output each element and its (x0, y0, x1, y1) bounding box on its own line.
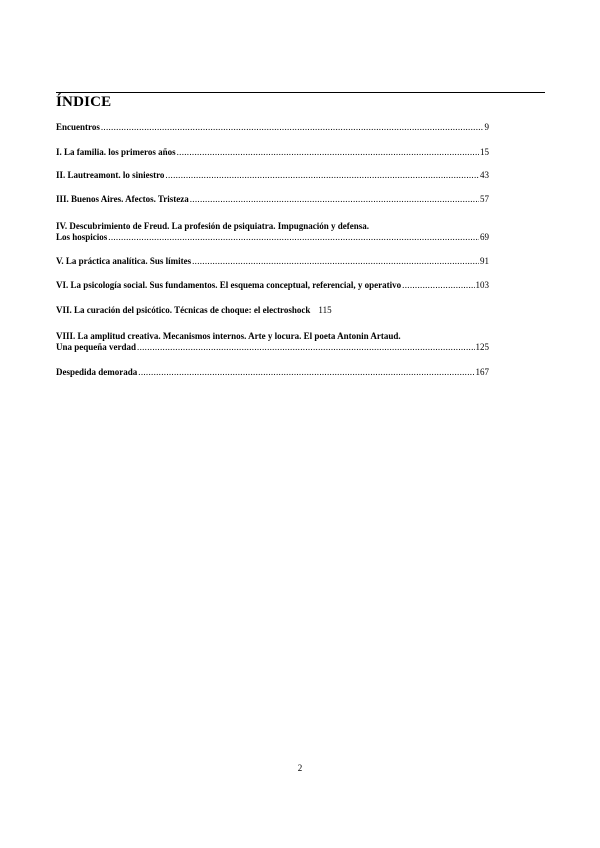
toc-entry-page: 15 (480, 147, 489, 157)
dot-leader (165, 170, 479, 181)
toc-entry-chapter-7[interactable] (56, 305, 489, 316)
toc-entry-chapter-3[interactable] (56, 194, 489, 205)
dot-leader (177, 147, 479, 158)
toc-entry-page: 69 (480, 232, 489, 242)
toc-entry-page: 167 (475, 367, 489, 377)
toc-entry-title: I. La familia. los primeros años (56, 147, 176, 157)
toc-entry-despedida[interactable] (56, 367, 489, 378)
top-divider (56, 92, 545, 93)
toc-entry-title-line1: VIII. La amplitud creativa. Mecanismos internos. Arte y locura. El poeta Antonin Artaud. (56, 331, 401, 341)
toc-entry-page: 9 (484, 122, 489, 132)
toc-entry-page: 57 (480, 194, 489, 204)
dot-leader (402, 280, 474, 291)
toc-entry-title: Una pequeña verdad (56, 342, 137, 352)
toc-entry-page: 125 (475, 342, 489, 352)
dot-leader (192, 256, 479, 267)
toc-entry-title: Los hospicios (56, 232, 108, 242)
toc-entry-page: 103 (475, 280, 489, 290)
toc-entry-title: V. La práctica analítica. Sus límites (56, 256, 192, 266)
toc-entry-title-line1: IV. Descubrimiento de Freud. La profesión de psiquiatra. Impugnación y defensa. (56, 221, 370, 231)
toc-entry-chapter-6[interactable] (56, 280, 489, 291)
toc-entry-chapter-2[interactable] (56, 170, 489, 181)
toc-entry-encuentros[interactable] (56, 122, 489, 133)
toc-entry-title: Encuentros (56, 122, 100, 132)
toc-entry-title: VI. La psicología social. Sus fundamentos. El esquema conceptual, referencial, y operativo (56, 280, 402, 290)
toc-entry-title: II. Lautreamont. lo siniestro (56, 170, 165, 180)
dot-leader (101, 122, 484, 133)
dot-leader (190, 194, 479, 205)
dot-leader (138, 367, 474, 378)
toc-entry-page: 115 (318, 305, 332, 315)
page-number: 2 (297, 763, 303, 773)
toc-entry-chapter-4[interactable] (56, 221, 489, 243)
toc-entry-page: 91 (480, 256, 489, 266)
toc-entry-title: VII. La curación del psicótico. Técnicas de choque: el electroshock (56, 305, 311, 315)
dot-leader (137, 342, 474, 353)
toc-entry-title: III. Buenos Aires. Afectos. Tristeza (56, 194, 189, 204)
toc-entry-chapter-1[interactable] (56, 147, 489, 158)
page-title: ÍNDICE (56, 94, 112, 110)
toc-entry-page: 43 (480, 170, 489, 180)
toc-entry-chapter-5[interactable] (56, 256, 489, 267)
toc-entry-chapter-8[interactable] (56, 331, 489, 353)
dot-leader (108, 232, 479, 243)
toc-entry-title: Despedida demorada (56, 367, 138, 377)
